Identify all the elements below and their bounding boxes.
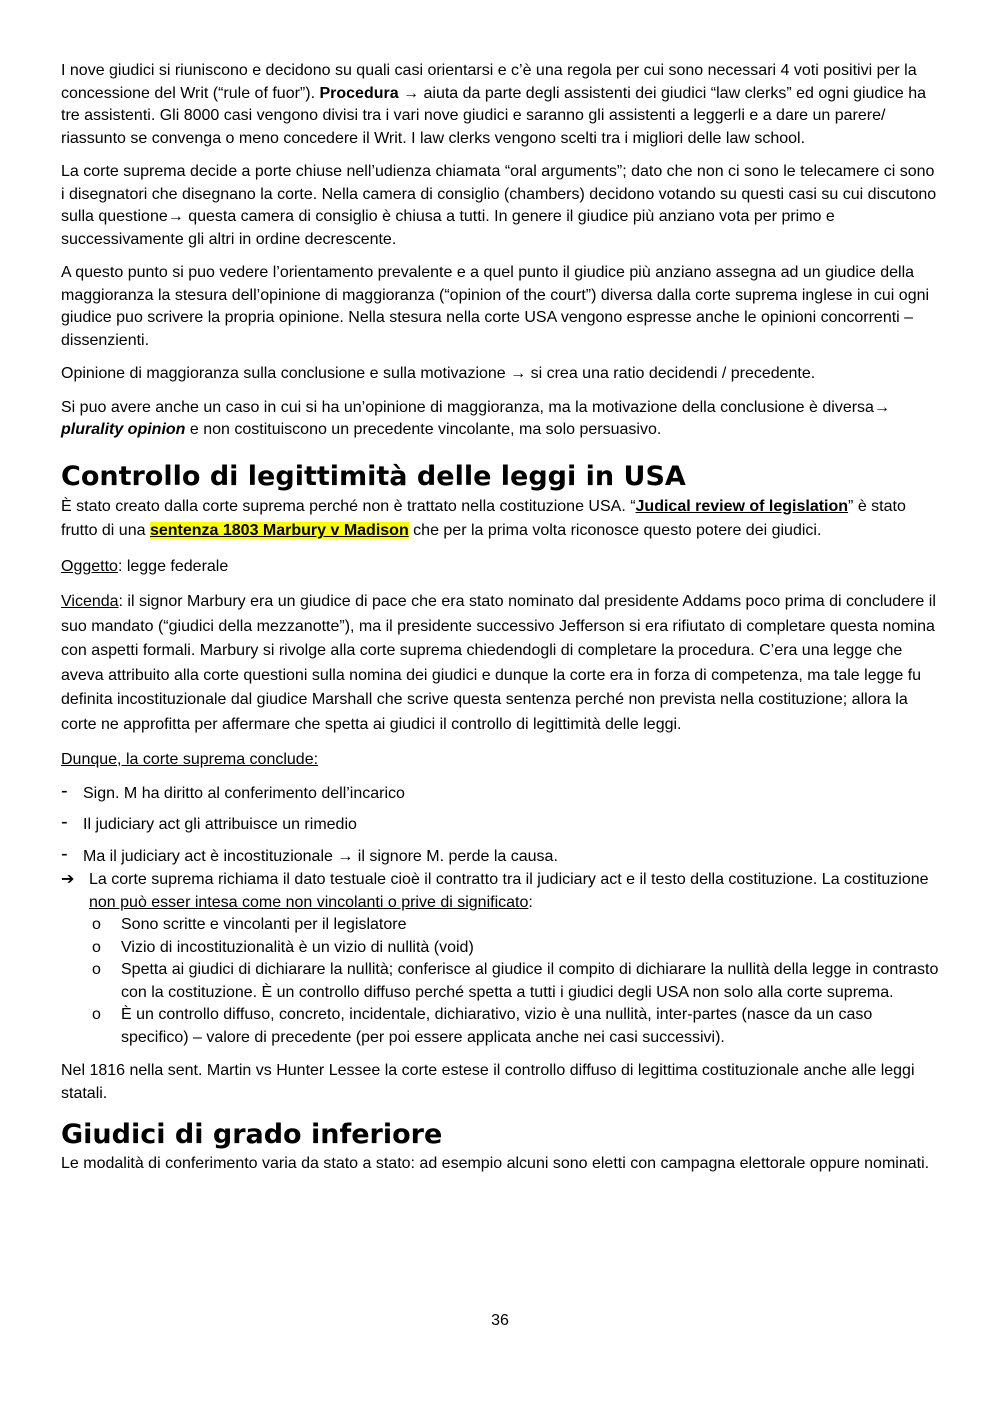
underlined-phrase: non può esser intesa come non vincolanti o prive di significato: [89, 893, 529, 911]
paragraph-plurality-opinion: Si puo avere anche un caso in cui si ha un’opinione di maggioranza, ma la motivazione della conclusione è diversa→ plurality opinion e non costituiscono un precedente vincolante, ma solo persuasivo.: [61, 398, 890, 438]
page-number: 36: [491, 1312, 509, 1329]
judicial-review-term: Judical review of legislation: [635, 497, 849, 515]
paragraph-vicenda: Vicenda: il signor Marbury era un giudice di pace che era stato nominato dal presidente Addams poco prima di concludere il suo mandato (“giudici della mezzanotte”), ma il presidente successivo Jefferson si era rifiutato di completare questa nomina con aspetti formali. Marbury si rivolge alla corte suprema chiedendogli di completare la procedura. C’era una legge che aveva attribuito alla corte questioni sulla nomina dei giudici e dunque la corte era in forza di competenza, ma tale legge fu definita incostituzionale dal giudice Marshall che scrive questa sentenza perché non prevista nella costituzione; allora la corte ne approfitta per affermare che spetta ai giudici il controllo di legittimità delle leggi.: [61, 593, 936, 733]
paragraph-judicial-review-intro: È stato creato dalla corte suprema perché non è trattato nella costituzione USA. “Judical review of legislation” è stato frutto di una sentenza 1803 Marbury v Madison che per la prima volta riconosce questo potere dei giudici.: [61, 497, 906, 539]
paragraph-oggetto: Oggetto: legge federale: [61, 557, 229, 575]
heading-judicial-review: Controllo di legittimità delle leggi in USA: [61, 460, 686, 492]
arrow-list-item: ➔ La corte suprema richiama il dato testuale cioè il contratto tra il judiciary act e il testo della costituzione. La costituzione non può esser intesa come non vincolanti o prive di significato:: [61, 871, 929, 911]
list-item: - Ma il judiciary act è incostituzionale → il signore M. perde la causa.: [61, 846, 939, 869]
paragraph-martin-hunter: Nel 1816 nella sent. Martin vs Hunter Lessee la corte estese il controllo diffuso di legittima costituzionale anche alle leggi statali.: [61, 1062, 915, 1102]
list-item: - Il judiciary act gli attribuisce un rimedio: [61, 814, 939, 837]
list-item: o Spetta ai giudici di dichiarare la nullità; conferisce al giudice il compito di dichiarare la nullità della legge in contrasto con la costituzione. È un controllo diffuso perché spetta a tutti i giudici degli USA non solo alla corte suprema.: [92, 959, 939, 1004]
list-item: o Sono scritte e vincolanti per il legislatore: [92, 914, 939, 937]
paragraph-lower-judges: Le modalità di conferimento varia da stato a stato: ad esempio alcuni sono eletti con campagna elettorale oppure nominati.: [61, 1155, 930, 1172]
paragraph-opinion-of-court: A questo punto si puo vedere l’orientamento prevalente e a quel punto il giudice più anziano assegna ad un giudice della maggioranza la stesura dell’opinione di maggioranza (“opinion of the court”) diversa dalla corte suprema inglese in cui ogni giudice puo scrivere la propria opinione. Nella stesura nella corte USA vengono espresse anche le opinioni concorrenti – dissenzienti.: [61, 264, 930, 349]
paragraph-writ: I nove giudici si riuniscono e decidono su quali casi orientarsi e c’è una regola per cui sono necessari 4 voti positivi per la concessione del Writ (“rule of fuor”). Procedura → aiuta da parte degli assistenti dei giudici “law clerks” ed ogni giudice ha tre assistenti. Gli 8000 casi vengono divisi tra i vari nove giudici e saranno gli assistenti a leggerli e a dare un parere/ riassunto se convenga o meno concedere il Writ. I law clerks vengono scelti tra i migliori delle law school.: [61, 62, 927, 147]
paragraph-majority-opinion: Opinione di maggioranza sulla conclusione e sulla motivazione → si crea una ratio decidendi / precedente.: [61, 365, 816, 382]
conclusion-list: [61, 783, 939, 869]
conclusion-label: Dunque, la corte suprema conclude:: [61, 751, 319, 768]
sub-list: [61, 914, 939, 1049]
list-item: o È un controllo diffuso, concreto, incidentale, dichiarativo, vizio è una nullità, inter-partes (nasce da un caso specifico) – valore di precedente (per poi essere applicata anche nei casi successivi).: [92, 1004, 939, 1049]
arrow-right-icon: ➔: [61, 871, 75, 888]
list-item: - Sign. M ha diritto al conferimento dell’incarico: [61, 783, 939, 806]
highlighted-sentence-marbury: sentenza 1803 Marbury v Madison: [149, 522, 409, 539]
plurality-opinion-term: plurality opinion: [61, 421, 186, 438]
oggetto-label: Oggetto: [61, 557, 118, 575]
list-item: o Vizio di incostituzionalità è un vizio di nullità (void): [92, 937, 939, 960]
heading-lower-judges: Giudici di grado inferiore: [61, 1119, 443, 1150]
vicenda-label: Vicenda: [61, 593, 119, 610]
paragraph-oral-arguments: La corte suprema decide a porte chiuse nell’udienza chiamata “oral arguments”; dato che non ci sono le telecamere ci sono i disegnatori che disegnano la corte. Nella camera di consiglio (chambers) decidono votando su questi casi su cui discutono sulla questione→ questa camera di consiglio è chiusa a tutti. In genere il giudice più anziano vota per primo e successivamente gli altri in ordine decrescente.: [61, 163, 937, 248]
procedura-label: Procedura: [319, 84, 399, 102]
